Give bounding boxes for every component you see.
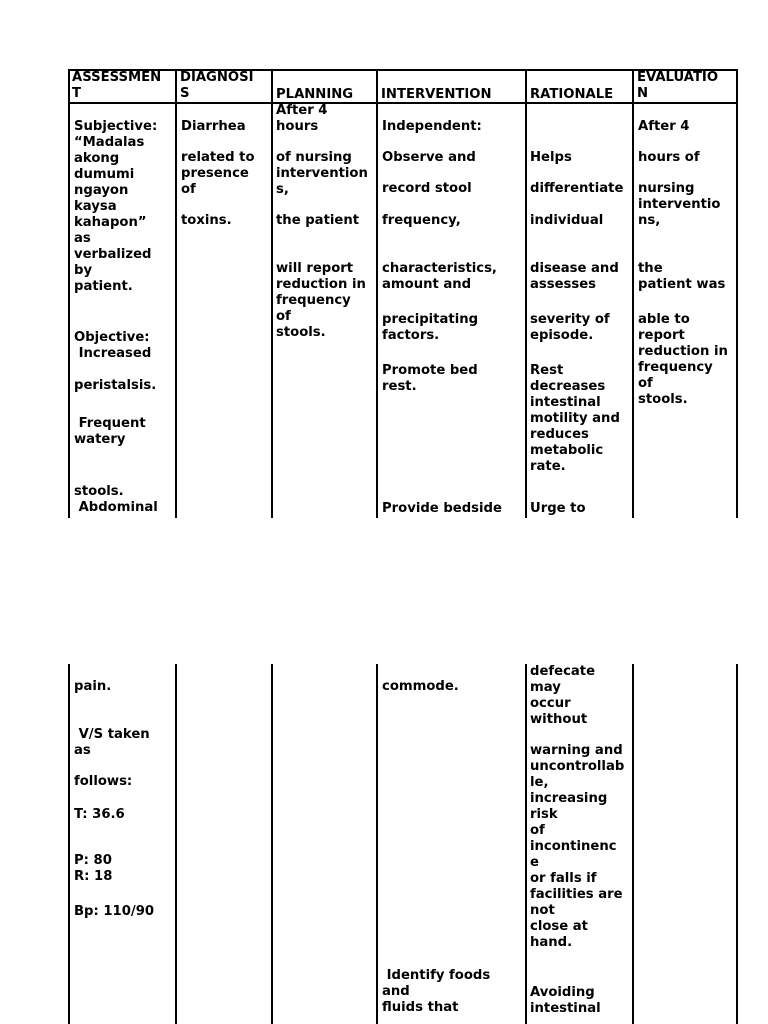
evaluation-line-3: nursing interventio ns,: [638, 181, 721, 228]
column-divider: [271, 69, 273, 518]
column-divider: [736, 664, 738, 1024]
header-intervention: INTERVENTION: [381, 87, 492, 102]
assessment-stools: stools. Abdominal: [74, 484, 158, 515]
intervention-commode: commode.: [382, 679, 459, 694]
intervention-line-7: Promote bed rest.: [382, 363, 478, 394]
column-divider: [376, 664, 378, 1024]
evaluation-line-2: hours of: [638, 150, 700, 165]
intervention-line-5: characteristics, amount and: [382, 261, 497, 292]
header-rationale: RATIONALE: [530, 87, 614, 102]
assessment-pulse-resp: P: 80 R: 18: [74, 853, 113, 884]
column-divider: [175, 69, 177, 518]
intervention-line-1: Independent:: [382, 119, 482, 134]
intervention-line-3: record stool: [382, 181, 472, 196]
rationale-line-3: individual: [530, 213, 604, 228]
planning-line-1: After 4 hours: [276, 103, 328, 134]
assessment-pain: pain.: [74, 679, 112, 694]
intervention-line-8: Provide bedside: [382, 501, 502, 516]
diagnosis-line-2: related to presence of: [181, 150, 255, 197]
diagnosis-line-3: toxins.: [181, 213, 232, 228]
column-divider: [525, 69, 527, 518]
rationale-line-2: differentiate: [530, 181, 624, 196]
planning-line-3: the patient: [276, 213, 360, 228]
rationale-line-1: Helps: [530, 150, 572, 165]
assessment-objective: Objective: Increased: [74, 330, 152, 361]
rationale-warning: warning and uncontrollab le, increasing risk of incontinenc e or falls if facilities are not close at hand.: [530, 743, 625, 950]
assessment-vs-taken: V/S taken as: [74, 727, 150, 758]
rationale-defecate: defecate may occur without: [530, 664, 596, 727]
header-assessment: ASSESSMEN T: [72, 70, 162, 101]
column-divider: [632, 69, 634, 518]
intervention-line-4: frequency,: [382, 213, 461, 228]
column-divider: [632, 664, 634, 1024]
column-divider: [271, 664, 273, 1024]
assessment-patient: patient.: [74, 279, 133, 294]
assessment-subjective: Subjective: “Madalas akong dumumi ngayon kaysa kahapon” as verbalized by: [74, 119, 158, 278]
assessment-follows: follows:: [74, 774, 133, 789]
header-diagnosis: DIAGNOSI S: [180, 70, 254, 101]
intervention-line-2: Observe and: [382, 150, 476, 165]
column-divider: [68, 664, 70, 1024]
rationale-line-4: disease and assesses: [530, 261, 619, 292]
assessment-peristalsis: peristalsis.: [74, 378, 157, 393]
header-evaluation: EVALUATIO N: [637, 70, 719, 101]
column-divider: [175, 664, 177, 1024]
diagnosis-line-1: Diarrhea: [181, 119, 246, 134]
evaluation-line-5: able to report reduction in frequency of stools.: [638, 312, 728, 407]
planning-line-4: will report reduction in frequency of stools.: [276, 261, 366, 340]
column-divider: [376, 69, 378, 518]
intervention-line-6: precipitating factors.: [382, 312, 479, 343]
assessment-temperature: T: 36.6: [74, 807, 125, 822]
planning-line-2: of nursing intervention s,: [276, 150, 368, 197]
evaluation-line-4: the patient was: [638, 261, 726, 292]
column-divider: [736, 69, 738, 518]
header-planning: PLANNING: [276, 87, 354, 102]
column-divider: [525, 664, 527, 1024]
assessment-frequent: Frequent watery: [74, 416, 146, 447]
rationale-avoiding: Avoiding intestinal: [530, 985, 601, 1016]
column-divider: [68, 69, 70, 518]
rationale-line-5: severity of episode.: [530, 312, 610, 343]
rationale-line-6: Rest decreases intestinal motility and reduces metabolic rate.: [530, 363, 620, 474]
assessment-bp: Bp: 110/90: [74, 904, 155, 919]
rationale-line-7: Urge to: [530, 501, 586, 516]
evaluation-line-1: After 4: [638, 119, 690, 134]
intervention-identify-foods: Identify foods and fluids that: [382, 968, 491, 1015]
